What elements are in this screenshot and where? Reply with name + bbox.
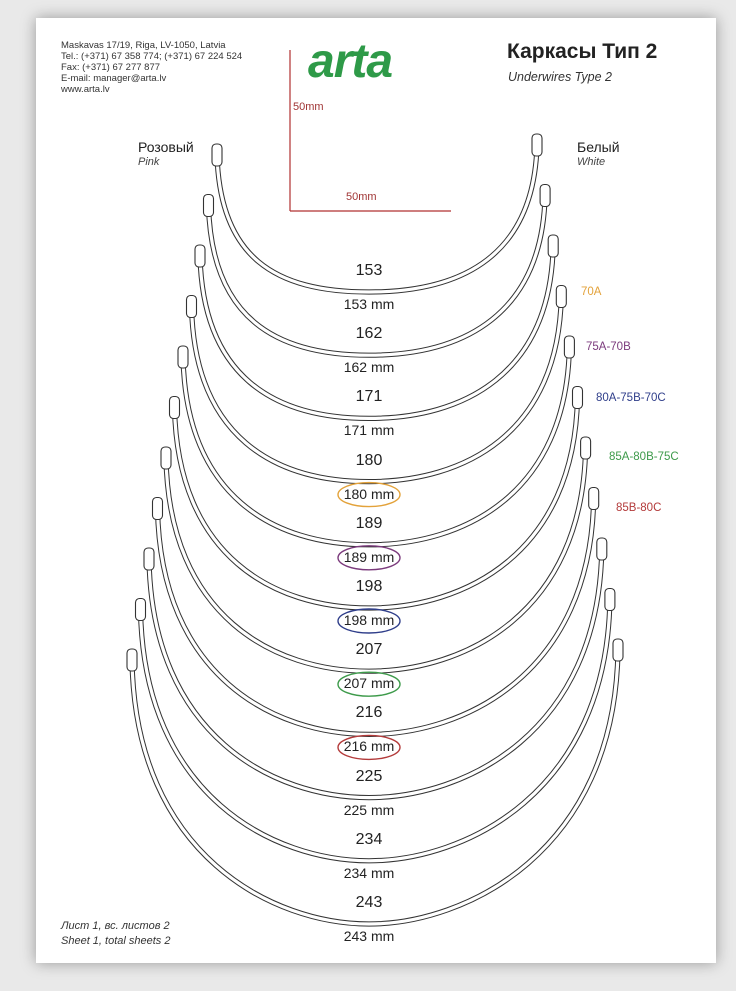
fax-line: Fax: (+371) 67 277 877 <box>61 62 161 73</box>
size-length-mm: 189 mm <box>343 548 395 565</box>
size-length-mm: 198 mm <box>343 612 395 628</box>
email-line: E-mail: manager@arta.lv <box>61 73 167 84</box>
wire-tip-right <box>564 336 574 358</box>
size-length-mm: 162 mm <box>343 359 395 376</box>
size-length-mm: 171 mm <box>343 422 395 439</box>
address-line: Maskavas 17/19, Riga, LV-1050, Latvia <box>61 40 226 51</box>
wire-tip-right <box>573 387 583 409</box>
size-length-mm: 243 mm <box>343 928 395 944</box>
page-subtitle: Underwires Type 2 <box>508 70 612 84</box>
wire-tip-right <box>605 589 615 611</box>
wire-tip-left <box>136 599 146 621</box>
size-number: 243 <box>355 894 383 911</box>
sheet-number-en: Sheet 1, total sheets 2 <box>61 935 171 947</box>
cup-size-label: 75A-70B <box>586 341 631 353</box>
wire-tip-left <box>195 245 205 267</box>
page-title: Каркасы Тип 2 <box>507 40 658 63</box>
wire-tip-right <box>581 437 591 459</box>
cup-size-label: 85B-80C <box>616 502 662 514</box>
cup-size-label: 70A <box>581 286 602 298</box>
size-number: 171 <box>355 388 383 406</box>
size-number: 234 <box>355 830 383 848</box>
wire-tip-right <box>548 235 558 257</box>
right-color-label-en: White <box>577 156 606 168</box>
size-length-mm: 225 mm <box>343 801 395 818</box>
size-number: 225 <box>355 767 383 785</box>
wire-tip-left <box>187 296 197 318</box>
wire-tip-right <box>597 538 607 560</box>
size-number: 216 <box>355 704 383 722</box>
scale-bar <box>290 50 451 211</box>
wire-tip-left <box>170 397 180 419</box>
size-length-mm: 216 mm <box>343 738 395 755</box>
size-number: 153 <box>355 262 383 279</box>
wire-tip-right <box>589 488 599 510</box>
phone-line: Tel.: (+371) 67 358 774; (+371) 67 224 524 <box>61 51 243 62</box>
sheet-number-ru: Лист 1, вс. листов 2 <box>61 920 170 932</box>
size-number: 180 <box>355 451 383 469</box>
scale-vertical-label: 50mm <box>293 101 324 113</box>
wire-tip-left <box>212 144 222 166</box>
wire-tip-left <box>127 649 137 671</box>
wire-tip-left <box>144 548 154 570</box>
wire-tip-left <box>204 195 214 217</box>
wire-tip-left <box>161 447 171 469</box>
wire-tip-right <box>540 185 550 207</box>
size-length-mm: 180 mm <box>343 485 395 502</box>
wire-tip-left <box>178 346 188 368</box>
size-length-mm: 207 mm <box>343 675 395 692</box>
website-line: www.arta.lv <box>61 84 110 95</box>
wire-tip-right <box>613 639 623 661</box>
left-color-label-en: Pink <box>138 156 160 168</box>
wire-tip-left <box>153 498 163 520</box>
wire-tip-right <box>556 286 566 308</box>
arta-logo: arta <box>308 35 393 88</box>
size-number: 189 <box>355 514 383 532</box>
cup-size-label: 85A-80B-75C <box>609 451 679 463</box>
left-color-label: Розовый <box>138 139 194 155</box>
wire-tip-right <box>532 134 542 156</box>
right-color-label: Белый <box>577 139 620 155</box>
scale-horizontal-label: 50mm <box>346 191 377 203</box>
cup-size-label: 80A-75B-70C <box>596 392 666 404</box>
size-length-mm: 234 mm <box>343 864 395 881</box>
size-length-mm: 153 mm <box>343 296 395 312</box>
size-number: 207 <box>355 641 383 659</box>
size-number: 162 <box>355 325 383 343</box>
size-number: 198 <box>355 578 383 595</box>
